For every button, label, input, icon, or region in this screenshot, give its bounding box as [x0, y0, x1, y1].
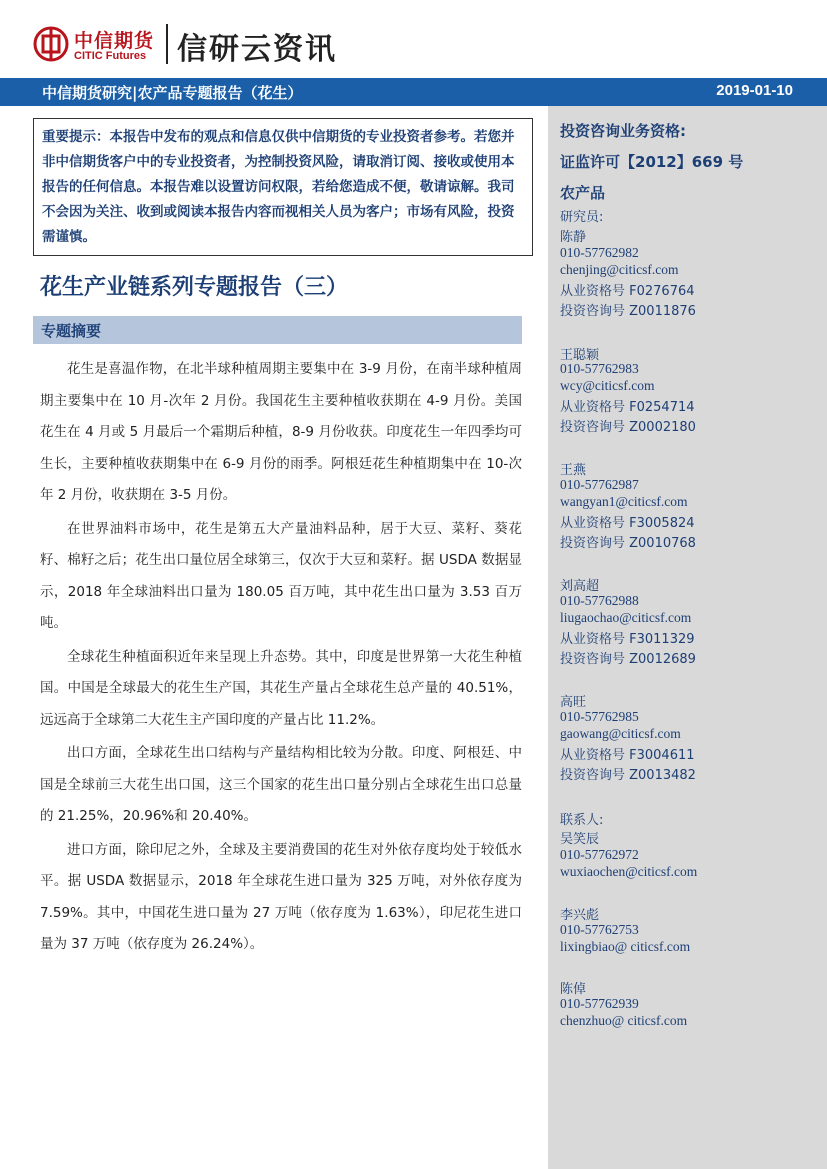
contact-label: 联系人:: [560, 813, 604, 828]
contact-phone: 010-57762972: [560, 847, 639, 862]
summary-body: [40, 354, 522, 963]
researcher-email[interactable]: wangyan1@citicsf.com: [560, 494, 688, 509]
paragraph: 在世界油料市场中，花生是第五大产量油料品种，居于大豆、菜籽、葵花籽、棉籽之后；花生出口量位居全球第三，仅次于大豆和菜籽。据 USDA 数据显示，2018 年全球油料出口量为 180.05 百万吨，其中花生出口量为 3.53 百万吨。: [40, 520, 522, 631]
researcher-cert: 投资咨询号 Z0012689: [560, 652, 696, 667]
researcher-name: 王聪颖: [560, 348, 600, 363]
disclaimer-notice: 重要提示：本报告中发布的观点和信息仅供中信期货的专业投资者参考。若您并非中信期货客户中的专业投资者，为控制投资风险，请取消订阅、接收或使用本报告的任何信息。本报告难以设置访问权限，若给您造成不便，敬请谅解。我司不会因为关注、收到或阅读本报告内容而视相关人员为客户；市场有风险，投资需谨慎。: [33, 118, 533, 256]
researcher-phone: 010-57762985: [560, 709, 639, 724]
section-header: [33, 316, 522, 344]
researcher-cert: 从业资格号 F3005824: [560, 516, 695, 531]
page-header: [0, 0, 827, 78]
report-title: 花生产业链系列专题报告（三）: [40, 275, 349, 300]
researcher-cert: 投资咨询号 Z0002180: [560, 420, 696, 435]
logo-text-en: CITIC Futures: [74, 50, 147, 62]
report-banner: [0, 78, 827, 106]
section-label: 专题摘要: [41, 322, 102, 340]
contact-email[interactable]: wuxiaochen@citicsf.com: [560, 864, 698, 879]
researcher-name: 刘高超: [560, 579, 600, 594]
researcher-cert: 投资咨询号 Z0013482: [560, 768, 696, 783]
contact-name: 吴笑辰: [560, 832, 600, 847]
report-category: 中信期货研究|农产品专题报告（花生）: [42, 84, 303, 102]
paragraph: 进口方面，除印尼之外，全球及主要消费国的花生对外依存度均处于较低水平。据 USDA 数据显示，2018 年全球花生进口量为 325 万吨，对外依存度为 7.59%。其中，中国花生进口量为 27 万吨（依存度为 1.63%），印尼花生进口量为 37 万吨（依存度为 26.24%）。: [40, 841, 522, 952]
researcher-phone: 010-57762988: [560, 593, 639, 608]
logo-divider: [166, 24, 168, 64]
researcher-name: 陈静: [560, 230, 587, 245]
researcher-phone: 010-57762987: [560, 477, 639, 492]
researcher-phone: 010-57762982: [560, 245, 639, 260]
contact-name: 李兴彪: [560, 908, 600, 923]
logo-text-cn: 中信期货: [74, 30, 155, 52]
researcher-cert: 从业资格号 F3004611: [560, 748, 695, 763]
sidebar: [548, 106, 827, 1169]
researcher-email[interactable]: chenjing@citicsf.com: [560, 262, 679, 277]
qualification-title: 投资咨询业务资格:: [560, 122, 686, 140]
researcher-email[interactable]: liugaochao@citicsf.com: [560, 610, 692, 625]
researcher-cert: 从业资格号 F0276764: [560, 284, 695, 299]
researcher-name: 高旺: [560, 695, 587, 710]
contact-name: 陈倬: [560, 982, 587, 997]
license-number: 证监许可【2012】669 号: [560, 153, 744, 171]
researcher-name: 王燕: [560, 463, 587, 478]
researcher-label: 研究员:: [560, 210, 604, 225]
contact-email[interactable]: chenzhuo@ citicsf.com: [560, 1013, 688, 1028]
researcher-email[interactable]: wcy@citicsf.com: [560, 378, 655, 393]
researcher-cert: 从业资格号 F3011329: [560, 632, 695, 647]
researcher-cert: 投资咨询号 Z0011876: [560, 304, 696, 319]
contact-phone: 010-57762753: [560, 922, 639, 937]
paragraph: 出口方面，全球花生出口结构与产量结构相比较为分散。印度、阿根廷、中国是全球前三大花生出口国，这三个国家的花生出口量分别占全球花生出口总量的 21.25%，20.96%和 20.40%。: [40, 745, 522, 824]
contact-phone: 010-57762939: [560, 996, 639, 1011]
paragraph: 全球花生种植面积近年来呈现上升态势。其中，印度是世界第一大花生种植国。中国是全球最大的花生生产国，其花生产量占全球花生总产量的 40.51%，远远高于全球第二大花生主产国印度的产量占比 11.2%。: [40, 648, 522, 728]
brand-title: 信研云资讯: [177, 32, 337, 67]
paragraph: 花生是喜温作物，在北半球种植周期主要集中在 3-9 月份，在南半球种植周期主要集中在 10 月-次年 2 月份。我国花生主要种植收获期在 4-9 月份。美国花生在 4 月或 5 月最后一个霜期后种植，8-9 月份收获。印度花生一年四季均可生长，主要种植收获期集中在 6-9 月份的雨季。阿根廷花生种植期集中在 10-次年 2 月份，收获期在 3-5 月份。: [40, 361, 522, 503]
report-date: 2019-01-10: [716, 82, 793, 99]
researcher-email[interactable]: gaowang@citicsf.com: [560, 726, 681, 741]
citic-logo-icon: [33, 26, 69, 62]
department: 农产品: [560, 184, 606, 202]
researcher-phone: 010-57762983: [560, 361, 639, 376]
researcher-cert: 投资咨询号 Z0010768: [560, 536, 696, 551]
researcher-cert: 从业资格号 F0254714: [560, 400, 695, 415]
contact-email[interactable]: lixingbiao@ citicsf.com: [560, 939, 691, 954]
